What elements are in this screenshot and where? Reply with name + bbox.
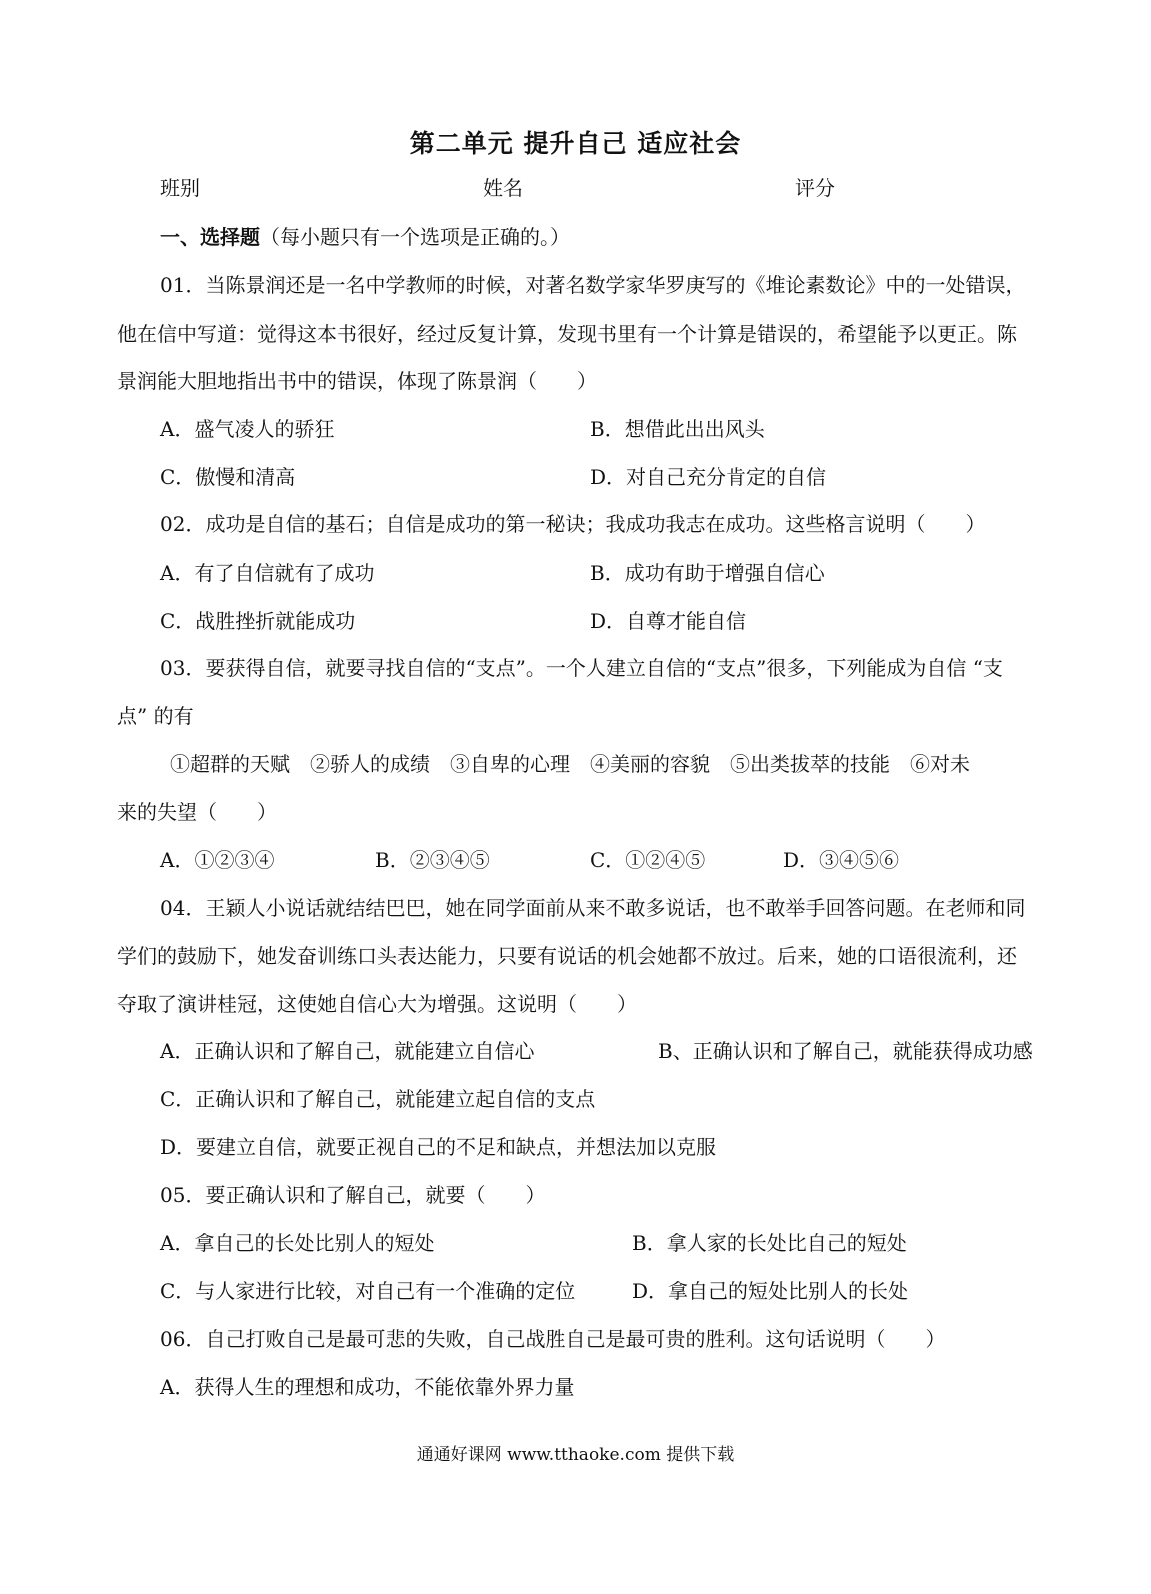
q5-option-d: D．拿自己的短处比别人的长处	[632, 1279, 909, 1303]
q6-option-a: A．获得人生的理想和成功，不能依靠外界力量	[160, 1375, 575, 1399]
name-label: 姓名	[483, 176, 523, 200]
q2-option-a: A．有了自信就有了成功	[160, 561, 375, 585]
q1-option-d: D．对自己充分肯定的自信	[590, 465, 827, 489]
q2-text-line1: 02．成功是自信的基石；自信是成功的第一秘诀；我成功我志在成功。这些格言说明（ ）	[160, 512, 986, 536]
q4-text-line3: 夺取了演讲桂冠，这使她自信心大为增强。这说明（ ）	[117, 992, 637, 1016]
q3-text-line2: 点” 的有	[117, 704, 194, 728]
q3-option-b: B．②③④⑤	[375, 848, 490, 872]
q4-option-d: D．要建立自信，就要正视自己的不足和缺点，并想法加以克服	[160, 1135, 717, 1159]
q2-option-d: D．自尊才能自信	[590, 609, 747, 633]
q1-text-line3: 景润能大胆地指出书中的错误，体现了陈景润（ ）	[117, 369, 597, 393]
section-heading: 一、选择题	[160, 225, 260, 249]
q3-text-line1: 03．要获得自信，就要寻找自信的“支点”。一个人建立自信的“支点”很多，下列能成为自信 “支	[160, 656, 1003, 680]
q1-option-a: A．盛气凌人的骄狂	[160, 417, 335, 441]
q3-option-d: D．③④⑤⑥	[783, 848, 900, 872]
q4-text-line2: 学们的鼓励下，她发奋训练口头表达能力，只要有说话的机会她都不放过。后来，她的口语很流利，还	[117, 944, 1017, 968]
q3-text-line4: 来的失望（ ）	[117, 800, 277, 824]
section-note: （每小题只有一个选项是正确的。）	[260, 225, 570, 249]
q4-option-a: A．正确认识和了解自己，就能建立自信心	[160, 1039, 535, 1063]
q5-text-line1: 05．要正确认识和了解自己，就要（ ）	[160, 1183, 546, 1207]
footer-text: 通通好课网 www.tthaoke.com 提供下载	[416, 1445, 735, 1465]
section-title	[160, 223, 570, 251]
q2-option-c: C．战胜挫折就能成功	[160, 609, 356, 633]
q1-text-line1: 01．当陈景润还是一名中学教师的时候，对著名数学家华罗庚写的《堆论素数论》中的一处错误，	[160, 273, 1026, 297]
q5-option-b: B．拿人家的长处比自己的短处	[632, 1231, 907, 1255]
class-label: 班别	[160, 176, 200, 200]
score-label: 评分	[795, 176, 835, 200]
q5-option-a: A．拿自己的长处比别人的短处	[160, 1231, 435, 1255]
q4-option-b: B、正确认识和了解自己，就能获得成功感	[658, 1039, 1033, 1063]
q4-text-line1: 04．王颖人小说话就结结巴巴，她在同学面前从来不敢多说话，也不敢举手回答问题。在老师和同	[160, 896, 1026, 920]
q1-option-c: C．傲慢和清高	[160, 465, 296, 489]
q2-option-b: B．成功有助于增强自信心	[590, 561, 825, 585]
q1-text-line2: 他在信中写道：觉得这本书很好，经过反复计算，发现书里有一个计算是错误的，希望能予以更正。陈	[117, 322, 1017, 346]
q3-option-c: C．①②④⑤	[590, 848, 706, 872]
page-title: 第二单元 提升自己 适应社会	[409, 129, 742, 158]
q3-option-a: A．①②③④	[160, 848, 275, 872]
q3-text-line3: ①超群的天赋 ②骄人的成绩 ③自卑的心理 ④美丽的容貌 ⑤出类拔萃的技能 ⑥对未	[170, 752, 970, 776]
q5-option-c: C．与人家进行比较，对自己有一个准确的定位	[160, 1279, 576, 1303]
q6-text-line1: 06．自己打败自己是最可悲的失败，自己战胜自己是最可贵的胜利。这句话说明（ ）	[160, 1327, 946, 1351]
q4-option-c: C．正确认识和了解自己，就能建立起自信的支点	[160, 1087, 596, 1111]
q1-option-b: B．想借此出出风头	[590, 417, 765, 441]
